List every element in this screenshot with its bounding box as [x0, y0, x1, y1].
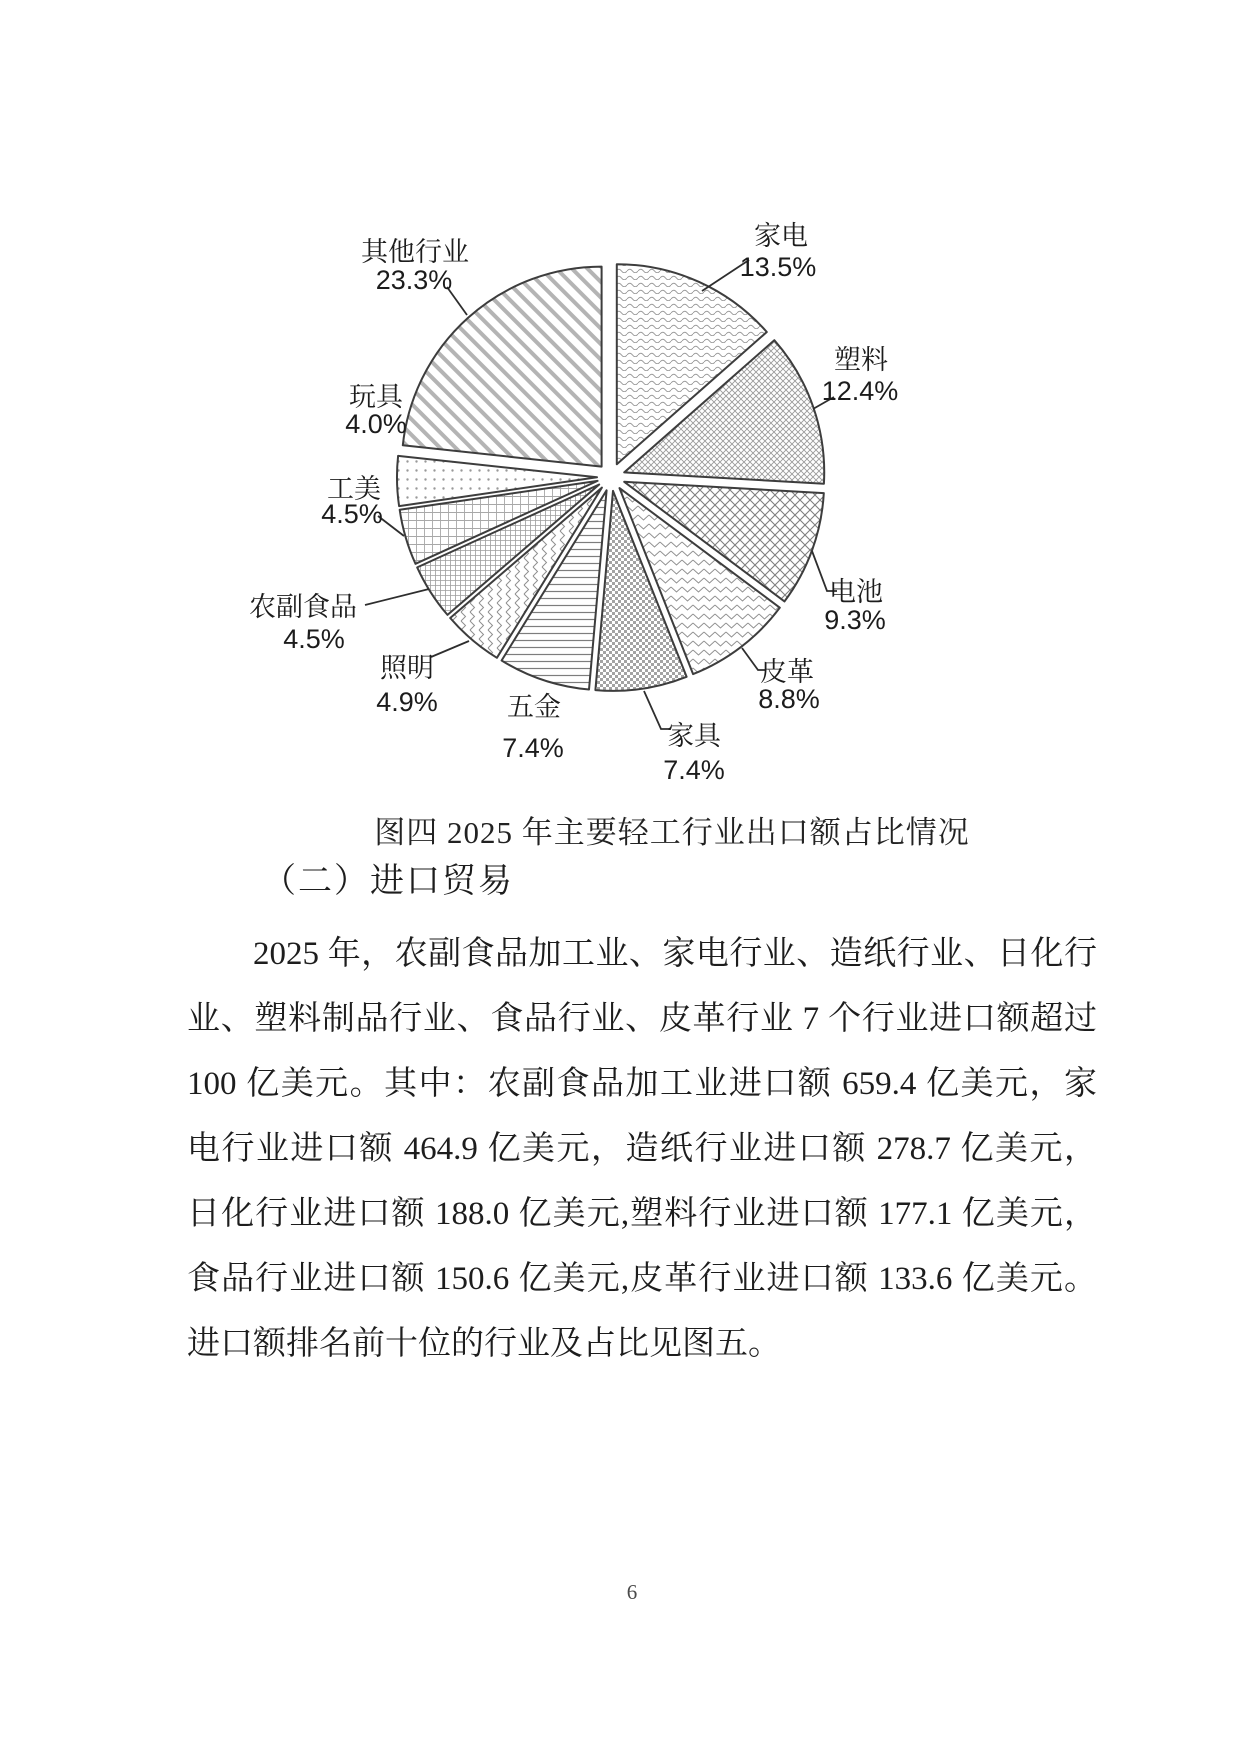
figure-caption: 图四 2025 年主要轻工行业出口额占比情况: [374, 815, 970, 850]
pie-label-pct-2: 9.3%: [824, 605, 886, 635]
body-line: 食品行业进口额 150.6 亿美元,皮革行业进口额 133.6 亿美元。: [187, 1261, 1097, 1297]
pie-slices: [397, 264, 824, 691]
pie-label-pct-4: 7.4%: [663, 755, 725, 785]
pie-label-pct-0: 13.5%: [739, 252, 817, 282]
pie-label-name-8: 工美: [327, 474, 381, 504]
pie-label-pct-3: 8.8%: [758, 684, 820, 714]
pie-label-name-10: 其他行业: [361, 237, 469, 267]
pie-slice-10: [403, 267, 602, 467]
pie-label-name-6: 照明: [380, 653, 434, 683]
pie-label-name-2: 电池: [829, 577, 883, 607]
pie-label-pct-8: 4.5%: [321, 499, 383, 529]
body-line: 业、塑料制品行业、食品行业、皮革行业 7 个行业进口额超过: [187, 1001, 1097, 1037]
pie-label-name-1: 塑料: [834, 345, 888, 375]
pie-label-pct-9: 4.0%: [345, 409, 407, 439]
pie-label-name-9: 玩具: [349, 382, 403, 412]
section-heading: （二）进口贸易: [262, 863, 514, 900]
pie-leader-line-6: [431, 641, 469, 657]
pie-label-name-5: 五金: [507, 692, 561, 722]
pie-label-pct-1: 12.4%: [821, 376, 899, 406]
pie-label-name-7: 农副食品: [249, 592, 357, 622]
page-number: 6: [626, 1580, 638, 1604]
body-line: 2025 年，农副食品加工业、家电行业、造纸行业、日化行: [253, 936, 1097, 972]
body-line: 100 亿美元。其中：农副食品加工业进口额 659.4 亿美元，家: [187, 1066, 1097, 1102]
pie-label-pct-5: 7.4%: [502, 733, 564, 763]
pie-label-pct-10: 23.3%: [375, 265, 453, 295]
body-line: 日化行业进口额 188.0 亿美元,塑料行业进口额 177.1 亿美元，: [187, 1196, 1097, 1232]
pie-label-name-4: 家具: [667, 721, 721, 751]
pie-leader-line-7: [365, 589, 429, 605]
body-line: 进口额排名前十位的行业及占比见图五。: [187, 1326, 781, 1362]
pie-label-name-3: 皮革: [760, 657, 814, 687]
body-line: 电行业进口额 464.9 亿美元，造纸行业进口额 278.7 亿美元，: [187, 1131, 1097, 1167]
pie-label-pct-7: 4.5%: [283, 624, 345, 654]
pie-label-pct-6: 4.9%: [376, 687, 438, 717]
body-paragraph: [187, 922, 1097, 1377]
pie-label-name-0: 家电: [754, 221, 808, 251]
